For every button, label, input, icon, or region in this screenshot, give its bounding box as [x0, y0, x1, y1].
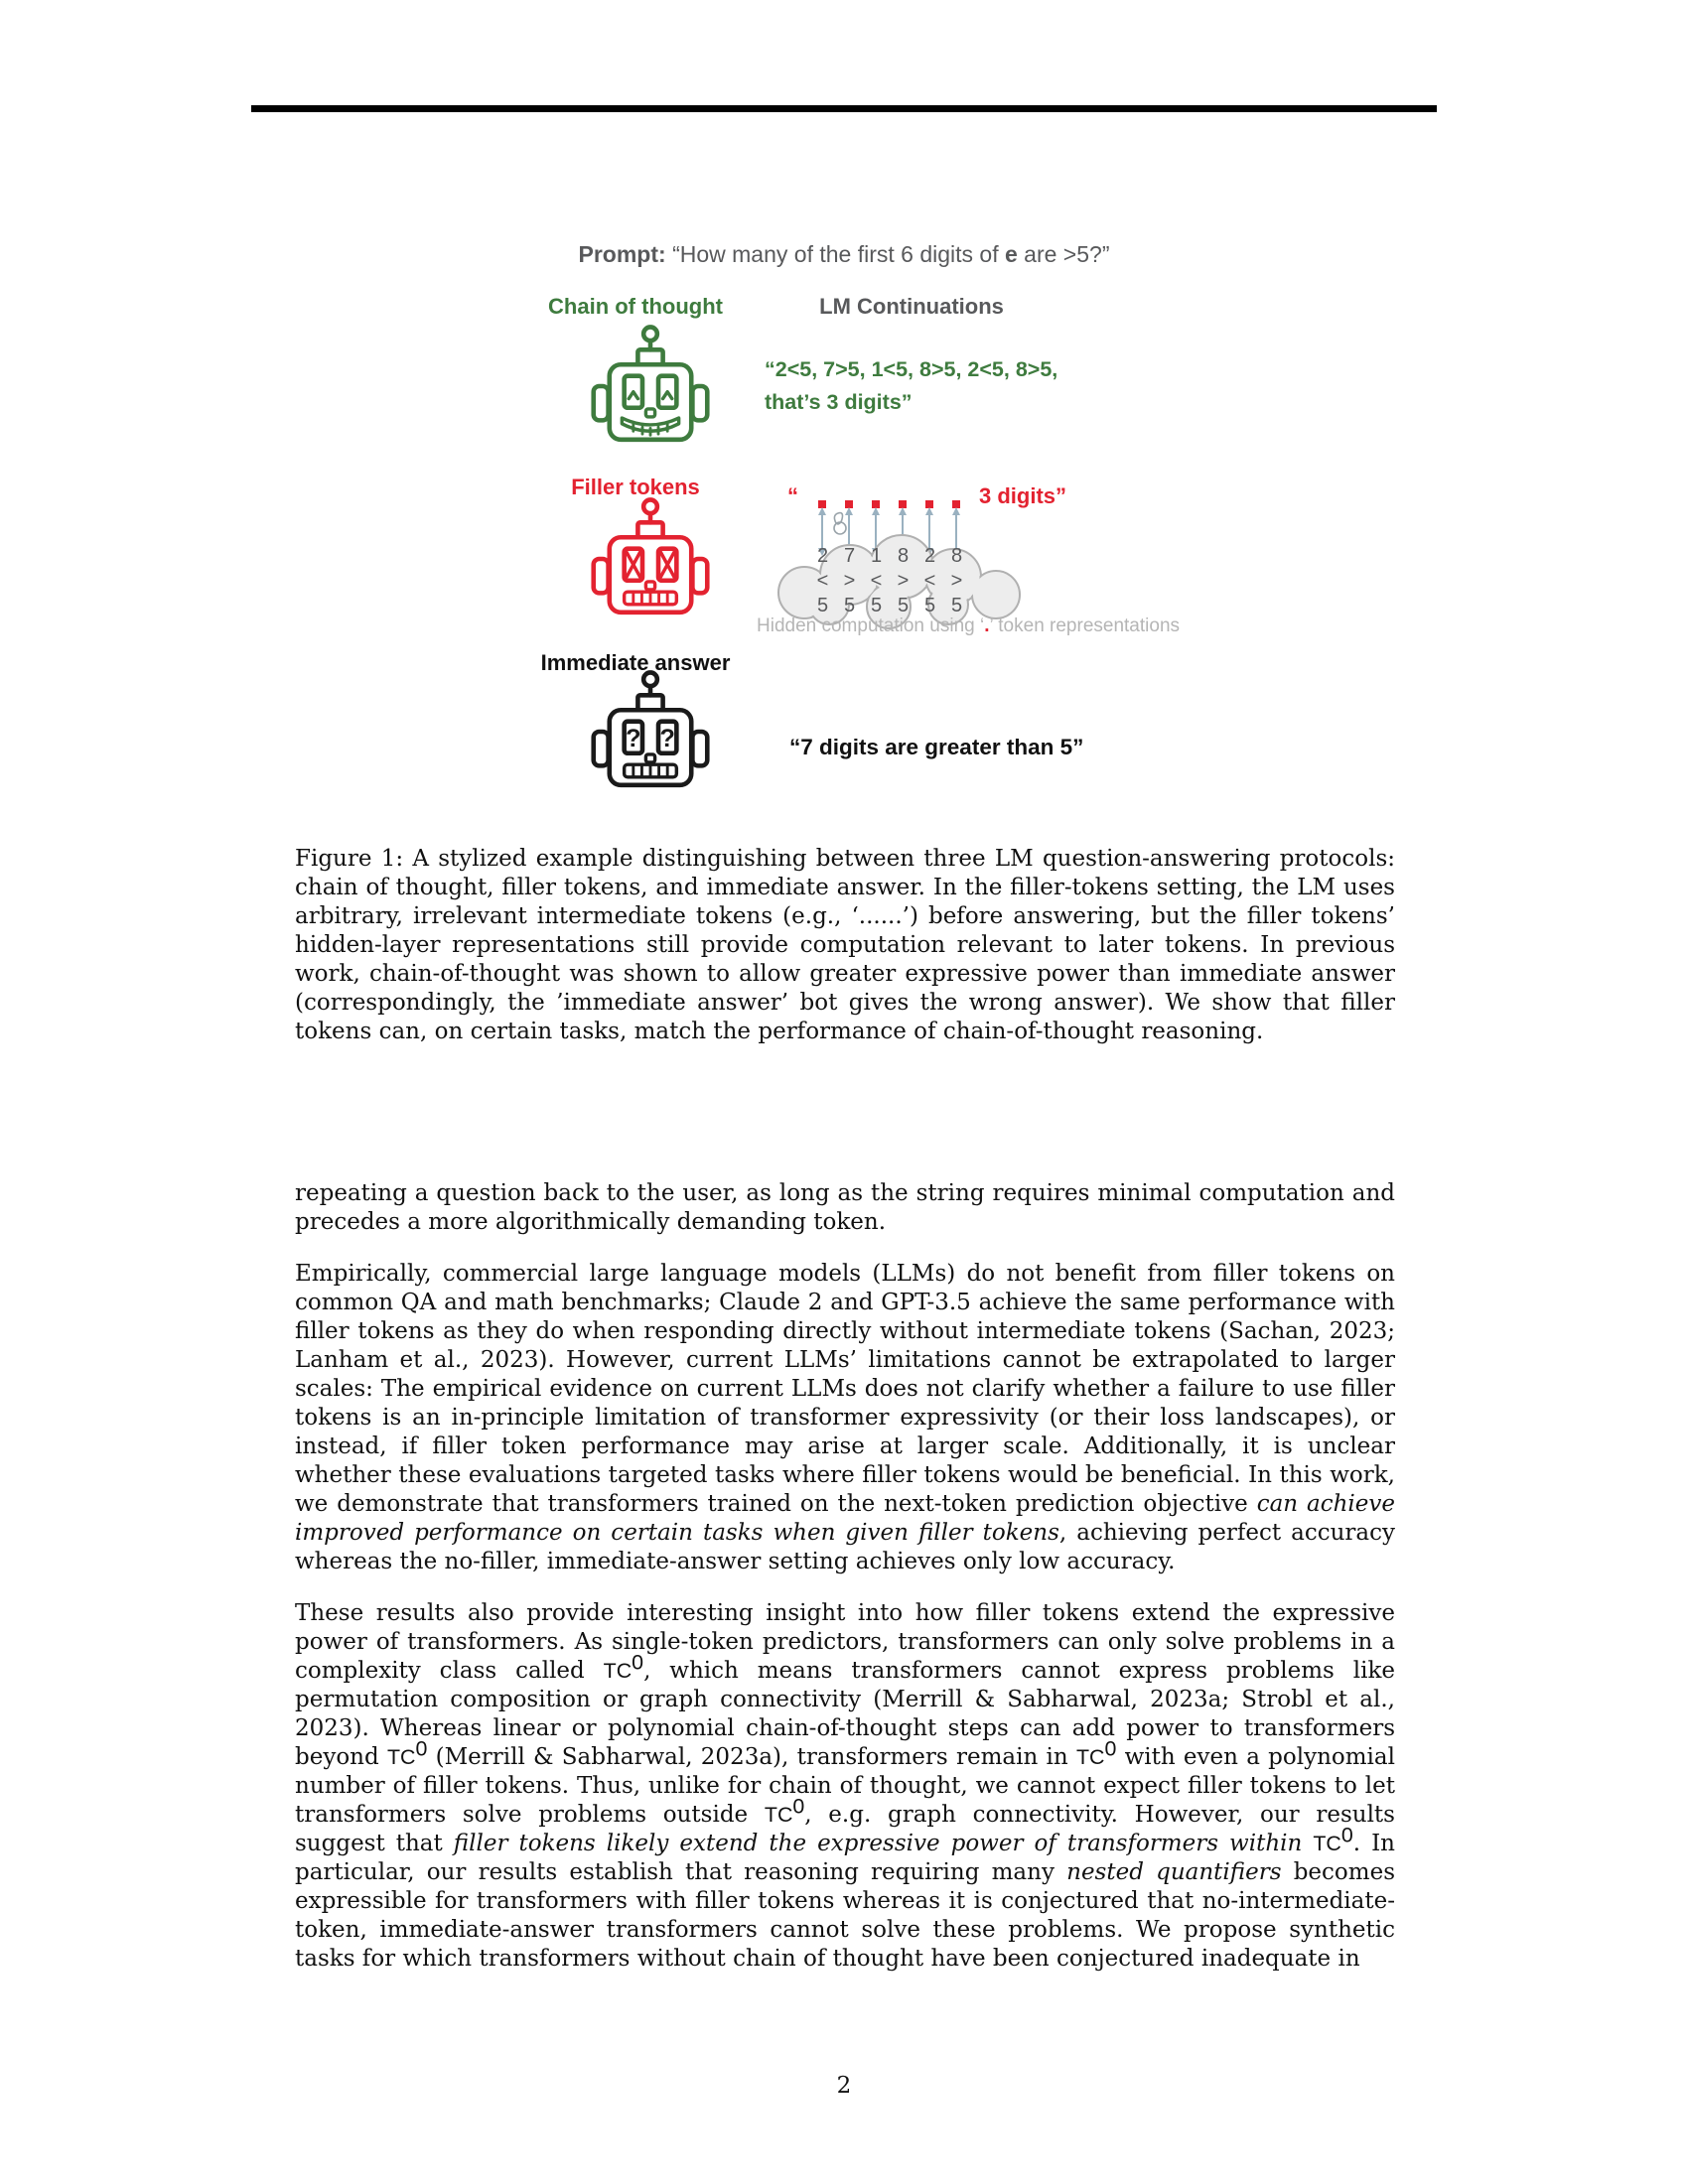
header-rule — [251, 105, 1437, 112]
immediate-answer-heading: Immediate answer — [540, 650, 731, 675]
body-text — [295, 1179, 1395, 1996]
happy-eye-icon — [663, 392, 672, 399]
cloud-cell: < — [870, 570, 883, 592]
figure-prompt: Prompt: “How many of the first 6 digits of e are >5?” — [578, 241, 1110, 267]
filler-open-quote: “ — [787, 483, 798, 508]
cloud-cell: 2 — [923, 545, 936, 567]
cloud-cell: 5 — [897, 595, 910, 616]
cloud-cell: 5 — [843, 595, 856, 616]
cloud-cell: < — [923, 570, 936, 592]
lm-continuations-heading: LM Continuations — [819, 294, 1004, 319]
page-number: 2 — [836, 2073, 852, 2099]
cloud-cell: 8 — [950, 545, 963, 567]
cloud-cell: 5 — [950, 595, 963, 616]
hidden-caption-dot: . — [984, 615, 990, 636]
body-paragraph-1: repeating a question back to the user, as long as the string requires minimal computation and precedes a more algorithmically demanding token. — [295, 1180, 1395, 1235]
filler-answer: 3 digits” — [979, 483, 1067, 508]
cloud-grid — [809, 544, 970, 618]
chain-of-thought-heading: Chain of thought — [548, 294, 723, 319]
cot-continuation-line2: that’s 3 digits” — [765, 390, 913, 414]
cloud-row — [809, 569, 970, 594]
filler-tokens-heading: Filler tokens — [571, 475, 700, 499]
cloud-cell: > — [950, 570, 963, 592]
hidden-caption-prefix: Hidden computation using ‘ — [757, 615, 985, 636]
figure-caption: Figure 1: A stylized example distinguishing between three LM question-answering protocols: chain of thought, filler tokens, and immediate answer. In the filler-tokens setting, the LM uses arbitrary, irrelevant intermediate tokens (e.g., ‘......’) before answering, but the filler tokens’ hidden-layer representations still provide computation relevant to later tokens. In previous work, chain-of-thought was shown to allow greater expressive power than immediate answer (correspondingly, the ’immediate answer’ bot gives the wrong answer). We show that filler tokens can, on certain tasks, match the performance of chain-of-thought reasoning. — [295, 846, 1395, 1044]
quill-icon — [834, 513, 846, 534]
body-paragraph-3: These results also provide interesting insight into how filler tokens extend the expressive power of transformers. As single-token predictors, transformers can only solve problems in a complexity class called $TC^0$, which means transformers cannot express problems like permutation composition or graph connectivity (Merrill & Sabharwal, 2023a; Strobl et al., 2023). Whereas linear or polynomial chain-of-thought steps can add power to transformers beyond $TC^0$ (Merrill & Sabharwal, 2023a), transformers remain in $TC^0$ with even a polynomial number of filler tokens. Thus, unlike for chain of thought, we cannot expect filler tokens to let transformers solve problems outside $TC^0$, e.g. graph connectivity. However, our results suggest that filler tokens likely extend the expressive power of transformers within $TC^0$. In particular, our results establish that reasoning requiring many nested quantifiers becomes expressible for transformers with filler tokens whereas it is conjectured that no-intermediate-token, immediate-answer transformers cannot solve these problems. We propose synthetic tasks for which transformers without chain of thought have been conjectured inadequate in — [295, 1600, 1396, 1972]
cloud-cell: 5 — [923, 595, 936, 616]
cloud-cell: 7 — [843, 545, 856, 567]
filler-tokens-robot-icon — [588, 496, 713, 621]
svg-text:?: ? — [626, 724, 641, 752]
hidden-caption-suffix: ’ token representations — [989, 615, 1181, 636]
cloud-cell: > — [843, 570, 856, 592]
cloud-cell: 8 — [897, 545, 910, 567]
cloud-cell: 1 — [870, 545, 883, 567]
cloud-cell: 5 — [816, 595, 829, 616]
crossed-eye-icon — [627, 552, 674, 577]
cloud-cell: 5 — [870, 595, 883, 616]
chain-of-thought-continuation — [765, 353, 1122, 419]
body-paragraph-2: Empirically, commercial large language models (LLMs) do not benefit from filler tokens on common QA and math benchmarks; Claude 2 and GPT-3.5 achieve the same performance with filler tokens as they do when responding directly without intermediate tokens (Sachan, 2023; Lanham et al., 2023). However, current LLMs’ limitations cannot be extrapolated to larger scales: The empirical evidence on current LLMs does not clarify whether a failure to use filler tokens is an in-principle limitation of transformer expressivity (or their loss landscapes), or instead, if filler token performance may arise at larger scale. Additionally, it is unclear whether these evaluations targeted tasks where filler tokens would be beneficial. In this work, we demonstrate that transformers trained on the next-token prediction objective can achieve improved performance on certain tasks when given filler tokens, achieving perfect accuracy whereas the no-filler, immediate-answer setting achieves only low accuracy. — [295, 1261, 1395, 1574]
cloud-cell: < — [816, 570, 829, 592]
svg-text:?: ? — [659, 724, 675, 752]
cloud-row — [809, 544, 970, 569]
chain-of-thought-robot-icon — [588, 324, 713, 449]
cloud-cell: > — [897, 570, 910, 592]
happy-eye-icon — [629, 392, 637, 399]
immediate-answer-continuation: “7 digits are greater than 5” — [789, 735, 1084, 759]
hidden-computation-caption — [757, 615, 1180, 637]
cloud-cell: 2 — [816, 545, 829, 567]
immediate-answer-robot-icon — [588, 669, 713, 794]
cot-continuation-line1: “2<5, 7>5, 1<5, 8>5, 2<5, 8>5, — [765, 357, 1058, 381]
question-mark-eye-icon — [626, 725, 675, 752]
